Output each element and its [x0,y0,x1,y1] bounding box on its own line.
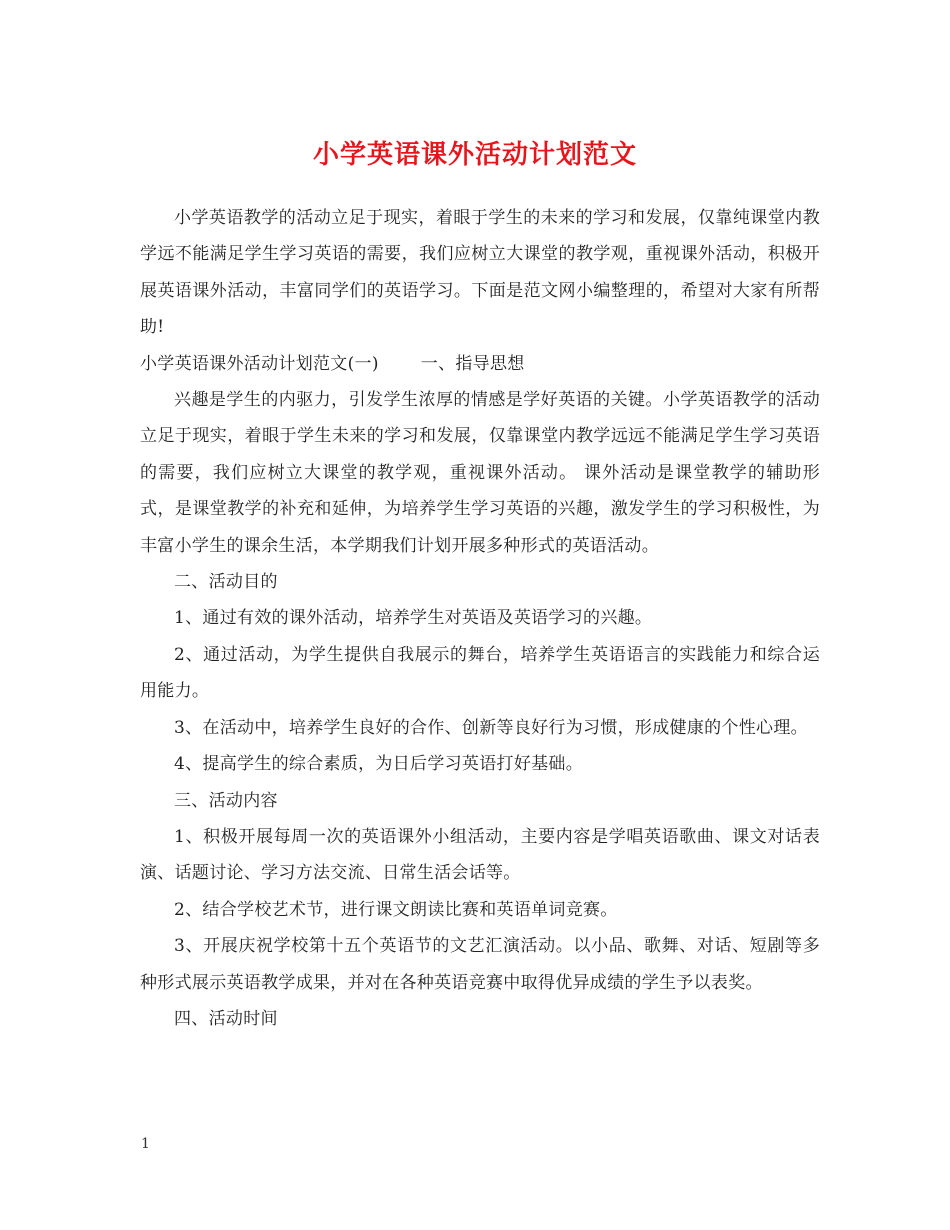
subtitle: 小学英语课外活动计划范文(一) [140,353,379,374]
intro-paragraph: 小学英语教学的活动立足于现实，着眼于学生的未来的学习和发展，仅靠纯课堂内教学远不能满足学生学习英语的需要，我们应树立大课堂的教学观，重视课外活动，积极开展英语课外活动，丰富同学们的英语学习。下面是范文网小编整理的，希望对大家有所帮助! [140,208,820,338]
goal-item: 3、在活动中，培养学生良好的合作、创新等良好行为习惯，形成健康的个性心理。 [174,717,808,738]
content-item: 1、积极开展每周一次的英语课外小组活动，主要内容是学唱英语歌曲、课文对话表演、话题讨论、学习方法交流、日常生活会话等。 [140,826,820,884]
goal-item: 4、提高学生的综合素质，为日后学习英语打好基础。 [174,754,584,775]
document-body [140,200,820,1037]
goal-item: 1、通过有效的课外活动，培养学生对英语及英语学习的兴趣。 [174,608,653,629]
subtitle-line [140,346,820,382]
section2-heading: 二、活动目的 [174,572,278,593]
document-title: 小学英语课外活动计划范文 [312,140,637,170]
section4-heading: 四、活动时间 [174,1008,278,1029]
paragraph-guiding-idea: 兴趣是学生的内驱力，引发学生浓厚的情感是学好英语的关键。小学英语教学的活动立足于现实，着眼于学生未来的学习和发展，仅靠课堂内教学远远不能满足学生学习英语的需要，我们应树立大课堂的教学观，重视课外活动。 课外活动是课堂教学的辅助形式，是课堂教学的补充和延伸，为培养学生学习英语的兴趣，激发学生的学习积极性，为丰富小学生的课余生活，本学期我们计划开展多种形式的英语活动。 [140,390,820,556]
section3-heading: 三、活动内容 [174,790,278,811]
page-number: 1 [141,1136,150,1152]
section1-heading: 一、指导思想 [420,353,525,374]
content-item: 3、开展庆祝学校第十五个英语节的文艺汇演活动。以小品、歌舞、对话、短剧等多种形式展示英语教学成果，并对在各种英语竞赛中取得优异成绩的学生予以表奖。 [140,936,820,993]
goal-item: 2、通过活动，为学生提供自我展示的舞台，培养学生英语语言的实践能力和综合运用能力。 [140,644,820,702]
content-item: 2、结合学校艺术节，进行课文朗读比赛和英语单词竞赛。 [174,899,618,920]
